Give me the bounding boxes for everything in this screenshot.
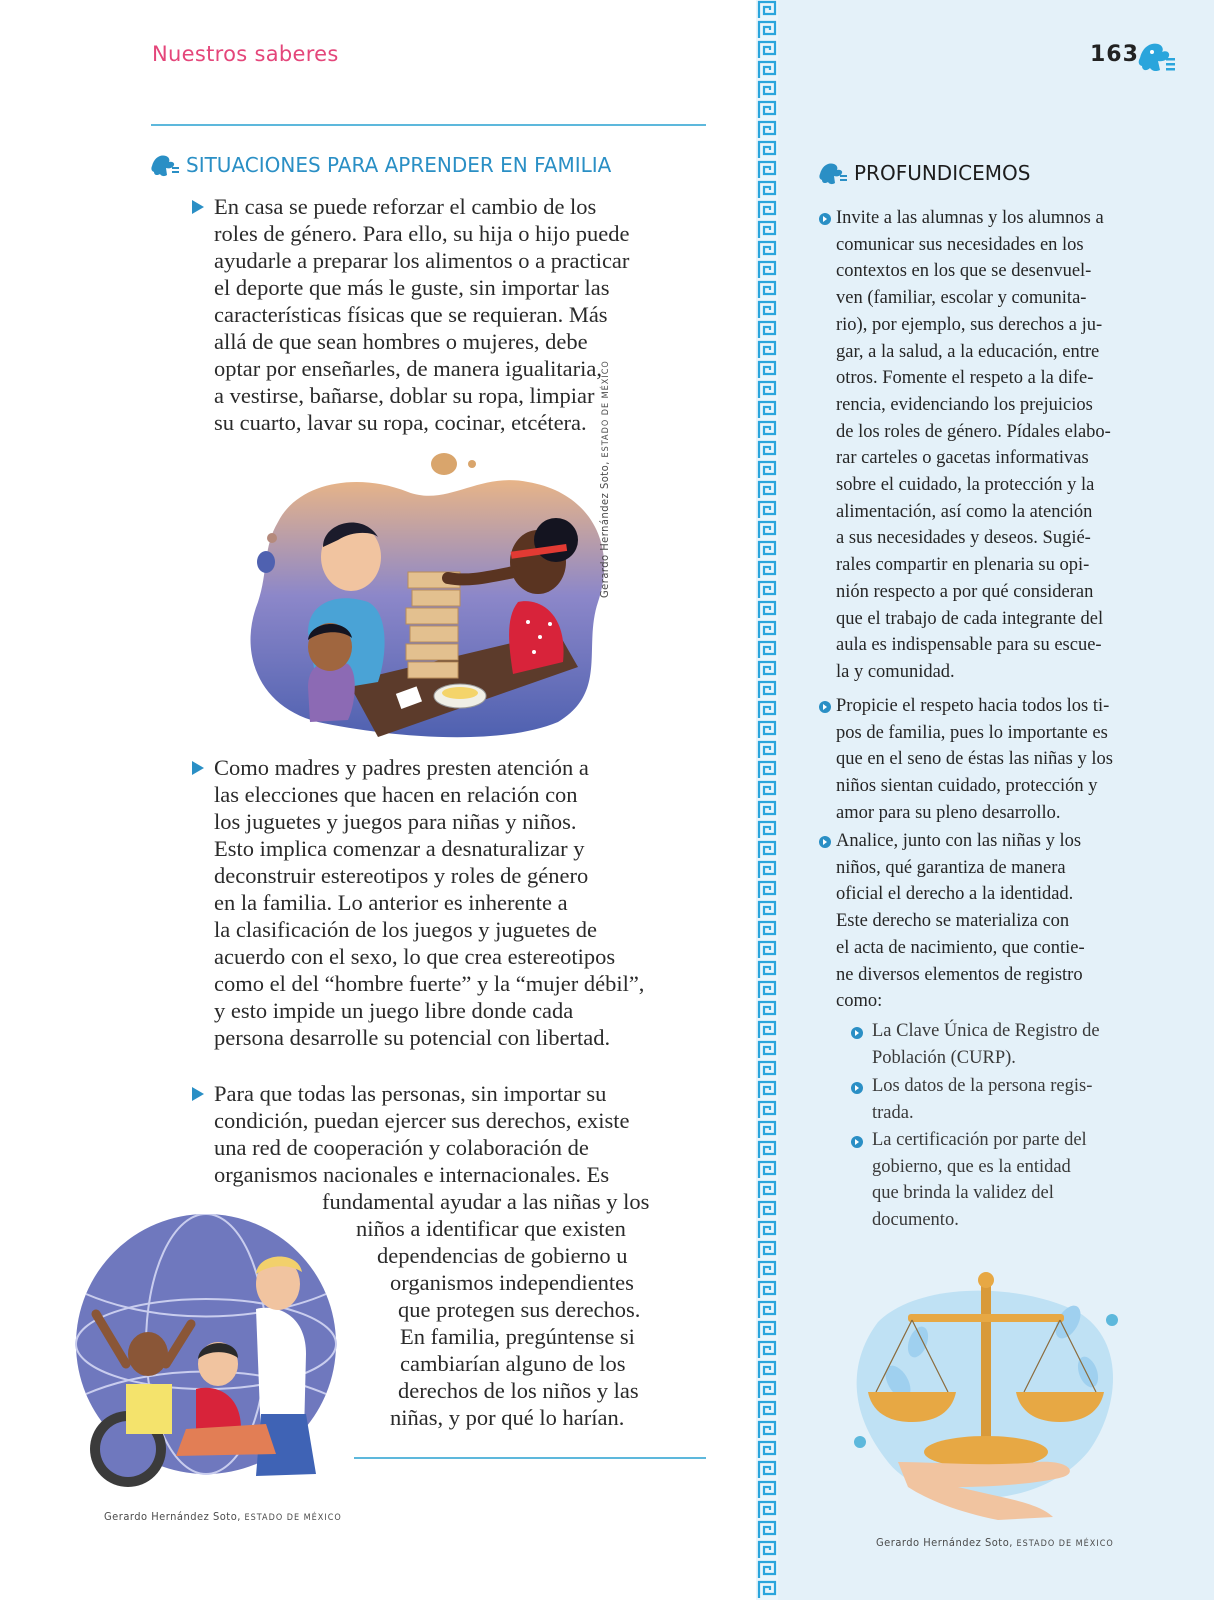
circle-bullet-icon: [851, 1027, 863, 1039]
text-line: Invite a las alumnas y los alumnos a: [836, 208, 1104, 228]
text-line: Esto implica comenzar a desnaturalizar y: [214, 836, 585, 861]
text-line: alimentación, así como la atención: [836, 501, 1093, 522]
illustration-credit-1: [598, 360, 611, 598]
sub-bullet-1: [872, 1018, 1100, 1071]
text-line: como el del “hombre fuerte” y la “mujer débil”,: [214, 971, 645, 996]
credit-name: Gerardo Hernández Soto,: [876, 1536, 1013, 1549]
text-line: Este derecho se materializa con: [836, 911, 1070, 932]
text-line: rar carteles o gacetas informativas: [836, 448, 1089, 469]
text-line: amor para su pleno desarrollo.: [836, 802, 1061, 823]
left-paragraph-2: [214, 754, 644, 1051]
header-title: Nuestros saberes: [152, 42, 339, 66]
text-line: derechos de los niños y las: [398, 1378, 639, 1403]
text-line: la clasificación de los juegos y juguetes de: [214, 917, 598, 942]
right-paragraph-3: [836, 828, 1085, 1015]
right-paragraph-1: [836, 205, 1111, 686]
credit-name: Gerardo Hernández Soto,: [104, 1510, 241, 1523]
hand-glyph-icon: [1136, 38, 1176, 76]
globe-children-illustration: [66, 1214, 366, 1494]
text-line: en la familia. Lo anterior es inherente a: [214, 890, 568, 915]
text-line: deconstruir estereotipos y roles de género: [214, 863, 589, 888]
text-line: La certificación por parte del: [872, 1130, 1087, 1150]
text-line: Analice, junto con las niñas y los: [836, 831, 1082, 851]
greek-key-border: [756, 0, 778, 1600]
text-line: condición, puedan ejercer sus derechos, existe: [214, 1108, 630, 1133]
text-line: Propicie el respeto hacia todos los ti-: [836, 696, 1110, 716]
text-line: documento.: [872, 1209, 959, 1230]
triangle-bullet-icon: [192, 200, 204, 214]
text-line: que protegen sus derechos.: [398, 1297, 641, 1322]
text-line: y esto impide un juego libre donde cada: [214, 998, 574, 1023]
text-line: niños, qué garantiza de manera: [836, 857, 1066, 878]
text-line: sobre el cuidado, la protección y la: [836, 475, 1095, 496]
credit-name: Gerardo Hernández Soto,: [598, 461, 611, 598]
text-line: la y comunidad.: [836, 661, 955, 682]
text-line: roles de género. Para ello, su hija o hijo puede: [214, 221, 630, 246]
sub-bullet-3: [872, 1127, 1087, 1233]
text-line: cambiarían alguno de los: [400, 1351, 626, 1376]
text-line: acuerdo con el sexo, lo que crea estereotipos: [214, 944, 616, 969]
right-paragraph-2: [836, 693, 1113, 827]
text-line: pos de familia, pues lo importante es: [836, 722, 1108, 743]
text-line: otros. Fomente el respeto a la dife-: [836, 368, 1094, 389]
triangle-bullet-icon: [192, 1087, 204, 1101]
page-number: 163: [1090, 42, 1139, 67]
text-line: características físicas que se requieran. Más: [214, 302, 608, 327]
text-line: niños sientan cuidado, protección y: [836, 776, 1098, 797]
text-line: las elecciones que hacen en relación con: [214, 782, 578, 807]
text-line: de los roles de género. Pídales elabo-: [836, 421, 1111, 442]
text-line: organismos nacionales e internacionales. Es: [214, 1162, 610, 1187]
text-line: que en el seno de éstas las niñas y los: [836, 749, 1113, 770]
text-line: que brinda la validez del: [872, 1183, 1054, 1203]
text-line: Para que todas las personas, sin importar su: [214, 1081, 607, 1106]
text-line: persona desarrolle su potencial con libertad.: [214, 1025, 611, 1050]
text-line: aula es indispensable para su escue-: [836, 635, 1102, 656]
text-line: trada.: [872, 1102, 914, 1123]
section-heading-label: PROFUNDICEMOS: [854, 161, 1031, 185]
section-hand-icon: [818, 160, 848, 186]
bottom-divider: [354, 1457, 706, 1459]
text-line: ven (familiar, escolar y comunita-: [836, 288, 1087, 309]
left-paragraph-1: [214, 193, 630, 436]
section-heading-family: [150, 152, 611, 178]
text-line: niñas, y por qué lo harían.: [390, 1405, 625, 1430]
text-line: oficial el derecho a la identidad.: [836, 884, 1074, 905]
text-line: comunicar sus necesidades en los: [836, 234, 1084, 255]
text-line: ayudarle a preparar los alimentos o a practicar: [214, 248, 630, 273]
section-heading-label: SITUACIONES PARA APRENDER EN FAMILIA: [186, 153, 612, 177]
illustration-credit-3: [876, 1536, 1114, 1549]
sub-bullet-2: [872, 1073, 1092, 1126]
credit-place: ESTADO DE MÉXICO: [601, 360, 611, 458]
text-line: que el trabajo de cada integrante del: [836, 608, 1104, 629]
text-line: Los datos de la persona regis-: [872, 1076, 1093, 1096]
section-hand-icon: [150, 152, 180, 178]
text-line: ne diversos elementos de registro: [836, 964, 1083, 985]
text-line: rales compartir en plenaria su opi-: [836, 555, 1090, 576]
circle-bullet-icon: [819, 836, 831, 848]
circle-bullet-icon: [851, 1082, 863, 1094]
text-line: a vestirse, bañarse, doblar su ropa, limpiar: [214, 383, 595, 408]
section-heading-deepen: [818, 160, 1030, 186]
text-line: Población (CURP).: [872, 1047, 1016, 1068]
top-divider: [151, 124, 706, 126]
text-line: rencia, evidenciando los prejuicios: [836, 394, 1093, 415]
text-line: una red de cooperación y colaboración de: [214, 1135, 589, 1160]
text-line: En familia, pregúntense si: [400, 1324, 635, 1349]
text-line: su cuarto, lavar su ropa, cocinar, etcétera.: [214, 410, 587, 435]
text-line: fundamental ayudar a las niñas y los: [322, 1189, 650, 1214]
text-line: los juguetes y juegos para niñas y niños.: [214, 809, 577, 834]
illustration-credit-2: [104, 1510, 342, 1523]
text-line: gobierno, que es la entidad: [872, 1156, 1071, 1177]
circle-bullet-icon: [819, 701, 831, 713]
text-line: En casa se puede reforzar el cambio de los: [214, 194, 597, 219]
text-line: el deporte que más le guste, sin importar las: [214, 275, 610, 300]
text-line: La Clave Única de Registro de: [872, 1021, 1100, 1041]
text-line: nión respecto a por qué consideran: [836, 581, 1094, 602]
circle-bullet-icon: [819, 213, 831, 225]
triangle-bullet-icon: [192, 761, 204, 775]
credit-place: ESTADO DE MÉXICO: [244, 1513, 342, 1523]
text-line: optar por enseñarles, de manera igualitaria,: [214, 356, 602, 381]
text-line: el acta de nacimiento, que contie-: [836, 937, 1085, 958]
text-line: a sus necesidades y deseos. Sugié-: [836, 528, 1091, 549]
text-line: Como madres y padres presten atención a: [214, 755, 589, 780]
text-line: rio), por ejemplo, sus derechos a ju-: [836, 314, 1103, 335]
text-line: contextos en los que se desenvuel-: [836, 261, 1092, 282]
credit-place: ESTADO DE MÉXICO: [1016, 1539, 1114, 1549]
family-game-illustration: [238, 452, 628, 742]
text-line: como:: [836, 991, 883, 1012]
justice-scales-illustration: [838, 1262, 1140, 1522]
text-line: organismos independientes: [390, 1270, 634, 1295]
text-line: gar, a la salud, a la educación, entre: [836, 341, 1100, 362]
circle-bullet-icon: [851, 1136, 863, 1148]
text-line: niños a identificar que existen: [356, 1216, 626, 1241]
text-line: allá de que sean hombres o mujeres, debe: [214, 329, 588, 354]
text-line: dependencias de gobierno u: [377, 1243, 628, 1268]
